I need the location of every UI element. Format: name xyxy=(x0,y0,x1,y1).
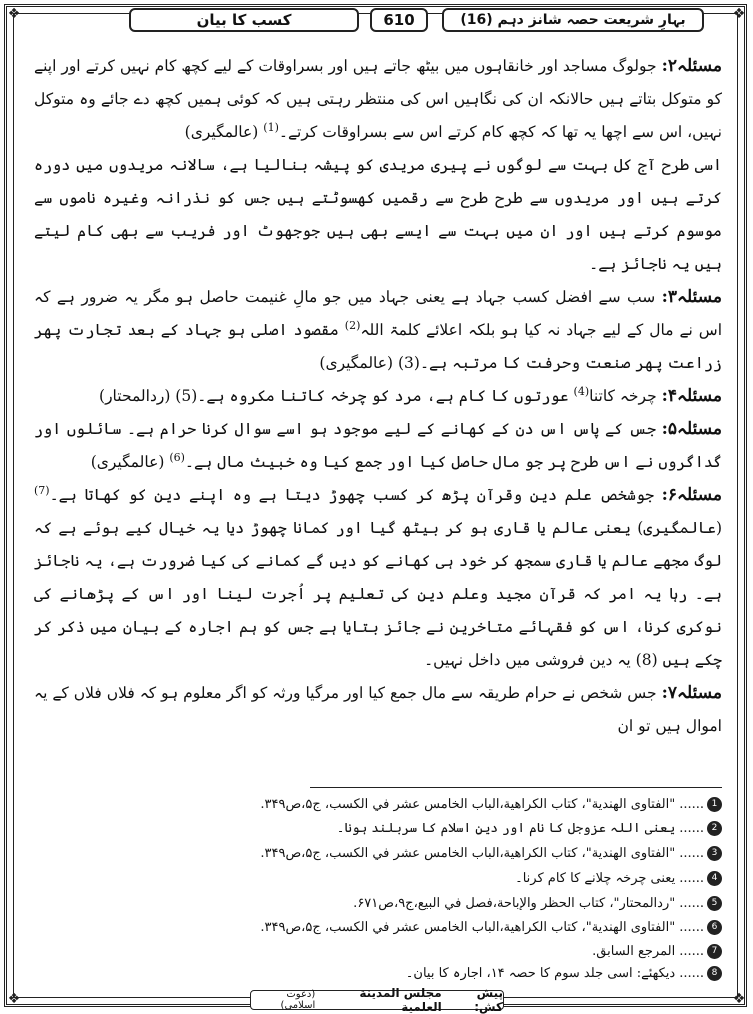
footnote xyxy=(34,963,722,985)
footnote-dots: ...... xyxy=(679,966,704,981)
footer-label: پیش کش: xyxy=(474,986,503,1014)
footnote-dots: ...... xyxy=(679,871,704,886)
paragraph xyxy=(34,50,722,149)
footnote-number: 8 xyxy=(707,966,722,981)
paragraph-tail: (عالمگیری) یعنی عالم یا قاری ہو کر بیٹھ گیا اور کمانا چھوڑ دیا یہ خیال کیے ہوئے ہے کہ لوگ مجھے عالم یا قاری سمجھ کر خود ہی کھانے کو دیں گے کمانے کی کیا ضرورت ہے، یہ ناجائز ہے۔ رہا یہ امر کہ قرآن مجید وعلم دین کی تعلیم پر اُجرت لینا اور اس کے پڑھانے کی نوکری کرنا، اس کو فقہائے متاخرین نے جائز بتایا ہے جس کو ہم اجارہ کے بیان میں ذکر کر چکے ہیں (8) یہ دین فروشی میں داخل نہیں۔ xyxy=(34,519,722,669)
masala-label: مسئلہ۳: xyxy=(661,287,722,307)
footnote-number: 4 xyxy=(707,871,722,886)
paragraph-text: اسی طرح آج کل بہت سے لوگوں نے پیری مریدی کو پیشہ بنالیا ہے، سالانہ مریدوں میں دورہ کرتے ہیں اور مریدوں سے طرح طرح سے رقمیں کھسوٹتے ہیں جس کو نذرانہ وغیرہ ناموں سے موسوم کرتے ہیں اور ان میں بہت سے ایسے بھی ہیں جوجھوٹ اور فریب سے بھی کام لیتے ہیں یہ ناجائز ہے۔ xyxy=(34,156,722,273)
footnote-text: "الفتاوی الهندية"، کتاب الکراهية،الباب الخامس عشر في الکسب، ج۵،ص۳۴۹. xyxy=(260,846,676,861)
footnote-number: 7 xyxy=(707,944,722,959)
footnote-number: 3 xyxy=(707,846,722,861)
footnote-ref: (4) xyxy=(573,384,590,398)
masala-label: مسئلہ۶: xyxy=(661,485,722,505)
footnote-text: یعنی اللہ عزوجل کا نام اور دینِ اسلام کا سربلند ہونا۔ xyxy=(336,821,676,836)
footnote-dots: ...... xyxy=(679,896,704,911)
footnote-text: المرجع السابق. xyxy=(592,944,676,959)
paragraph xyxy=(34,413,722,479)
footnote-number: 5 xyxy=(707,896,722,911)
corner-ornament-icon: ❖ xyxy=(732,6,746,22)
paragraph xyxy=(34,380,722,413)
footnote xyxy=(34,917,722,939)
paragraph-text: جس شخص نے حرام طریقہ سے مال جمع کیا اور مرگیا ورثہ کو اگر معلوم ہو کہ فلاں فلاں کے یہ اموال ہیں تو ان xyxy=(34,684,722,735)
paragraph-tail: عورتوں کا کام ہے، مرد کو چرخہ کاتنا مکروہ ہے۔(5) (ردالمحتار) xyxy=(99,387,574,405)
footnote-dots: ...... xyxy=(679,797,704,812)
paragraph-tail: (عالمگیری) xyxy=(184,123,264,141)
paragraph-text: چرخہ کاتنا xyxy=(589,387,662,405)
footnote-text: "الفتاوی الهندية"، کتاب الکراهية،الباب الخامس عشر في الکسب، ج۵،ص۳۴۹. xyxy=(260,920,676,935)
footnote xyxy=(34,794,722,816)
corner-ornament-icon: ❖ xyxy=(7,6,21,22)
paragraph xyxy=(34,677,722,743)
masala-label: مسئلہ۴: xyxy=(661,386,722,406)
corner-ornament-icon: ❖ xyxy=(7,991,21,1007)
footnote xyxy=(34,818,722,840)
footnote-ref: (7) xyxy=(34,483,50,497)
footnote-text: "الفتاوی الهندية"، کتاب الکراهية،الباب الخامس عشر في الکسب، ج۵،ص۳۴۹. xyxy=(260,797,676,812)
footnote xyxy=(34,868,722,890)
footnote-divider xyxy=(310,787,722,788)
paragraph-tail: (عالمگیری) xyxy=(90,453,170,471)
footnote xyxy=(34,893,722,915)
page-number: 610 xyxy=(370,8,428,32)
paragraph xyxy=(34,479,722,677)
corner-ornament-icon: ❖ xyxy=(732,991,746,1007)
footnote xyxy=(34,843,722,865)
footer-sub: (دعوت اسلامی) xyxy=(280,989,316,1011)
footnote-number: 1 xyxy=(707,797,722,812)
paragraph-text: سب سے افضل کسب جہاد ہے یعنی جہاد میں جو مالِ غنیمت حاصل ہو مگر یہ ضرور ہے کہ اس نے مال کے لیے جہاد نہ کیا ہو بلکہ اعلائے کلمۃ اللہ xyxy=(34,288,722,339)
masala-label: مسئلہ۲: xyxy=(661,56,722,76)
paragraph-tail: مقصود اصلی ہو جہاد کے بعد تجارت پھر زراعت پھر صنعت وحرفت کا مرتبہ ہے۔(3) (عالمگیری) xyxy=(34,321,722,372)
footnote xyxy=(34,941,722,963)
paragraph xyxy=(34,149,722,281)
book-title: بہارِ شریعت حصہ شانز دہم (16) xyxy=(442,8,704,32)
footnote-dots: ...... xyxy=(679,920,704,935)
footnote-text: دیکھئے: اسی جلد سوم کا حصہ ۱۴، اجارہ کا بیان۔ xyxy=(405,966,676,981)
page-header xyxy=(22,6,731,34)
footnote-number: 2 xyxy=(707,821,722,836)
masala-label: مسئلہ۵: xyxy=(661,419,722,439)
footnote-dots: ...... xyxy=(679,846,704,861)
footnote-ref: (6) xyxy=(169,450,185,464)
footnote-text: "ردالمحتار"، کتاب الحظر والإباحة،فصل في البيع،ج۹،ص۶۷۱. xyxy=(353,896,676,911)
paragraph-text: جس کے پاس اس دن کے کھانے کے لیے موجود ہو اسے سوال کرنا حرام ہے۔ سائلوں اور گداگروں نے اس طرح پر جو مال حاصل کیا اور جمع کیا وہ خبیث مال ہے۔ xyxy=(34,420,722,471)
paragraph-text: جولوگ مساجد اور خانقاہوں میں بیٹھ جاتے ہیں اور بسراوقات کے لیے کچھ کام نہیں کرتے اور اپنے کو متوکل بتاتے ہیں حالانکہ ان کی نگاہیں اس کی منتظر رہتی ہیں کہ کوئی ہمیں کچھ دے جائے وہ متوکل نہیں، اس سے اچھا یہ تھا کہ کچھ کام کرتے اس سے بسراوقات کرتے۔ xyxy=(34,57,722,141)
publisher-footer xyxy=(250,986,504,1014)
paragraph-text: جوشخص علم دین وقرآن پڑھ کر کسب چھوڑ دیتا ہے وہ اپنے دین کو کھاتا ہے۔ xyxy=(49,486,662,504)
footnote-dots: ...... xyxy=(679,821,704,836)
footer-org: مجلس المدينة العلمية xyxy=(359,986,442,1014)
footnote-dots: ...... xyxy=(679,944,704,959)
masala-label: مسئلہ۷: xyxy=(661,683,722,703)
footnote-ref: (2) xyxy=(344,318,361,332)
footnote-ref: (1) xyxy=(263,120,279,134)
footnote-text: یعنی چرخہ چلانے کا کام کرنا۔ xyxy=(515,871,676,886)
main-text xyxy=(34,50,722,743)
paragraph xyxy=(34,281,722,380)
footnote-number: 6 xyxy=(707,920,722,935)
chapter-title: کسب کا بیان xyxy=(129,8,359,32)
